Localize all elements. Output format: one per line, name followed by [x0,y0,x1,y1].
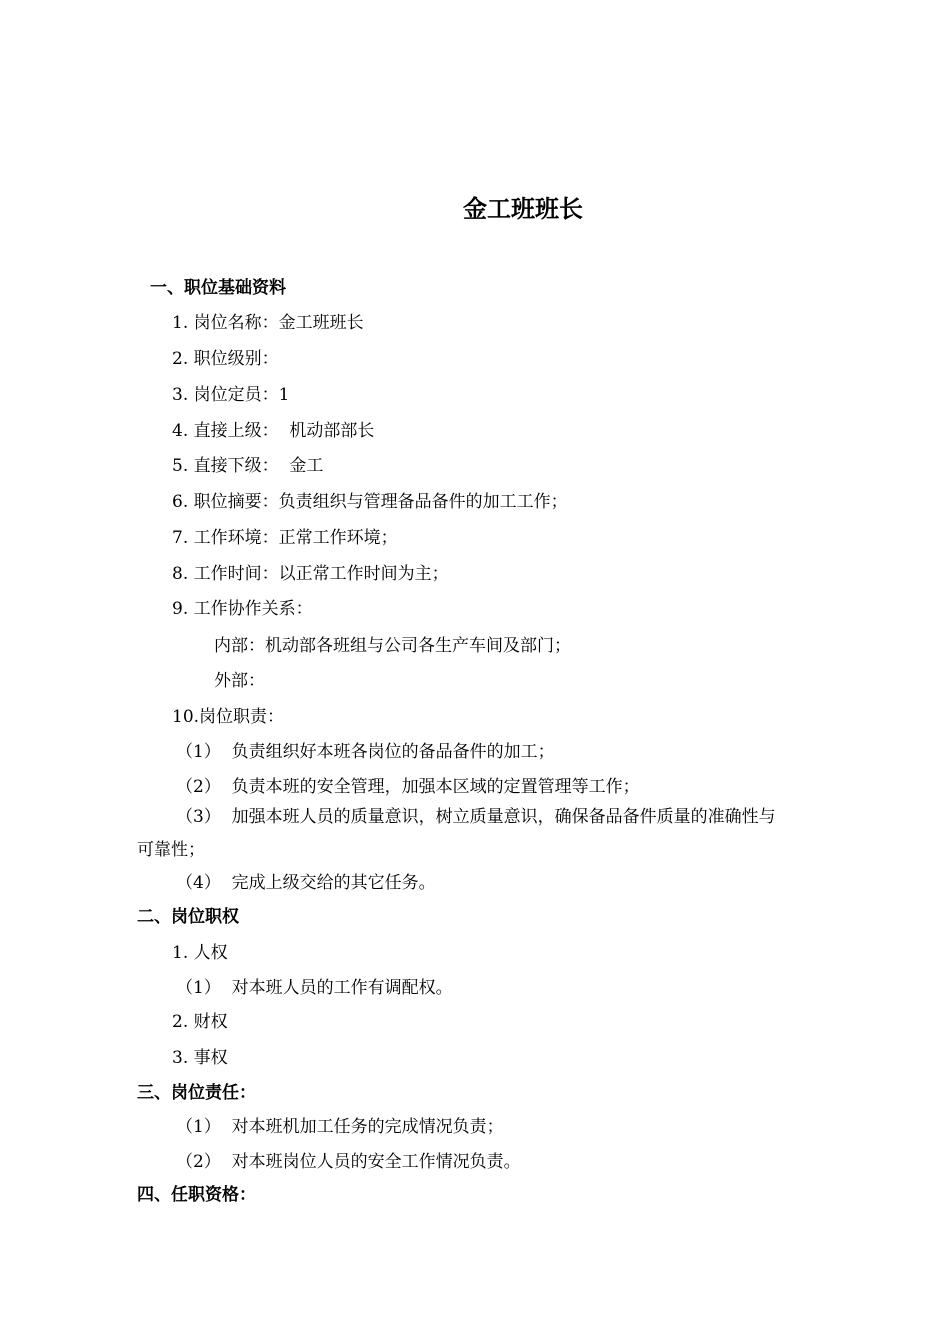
collaboration-internal: 内部：机动部各班组与公司各生产车间及部门； [214,636,571,656]
section-heading-qualifications: 四、任职资格： [137,1185,256,1205]
section-heading-responsibility: 三、岗位责任： [137,1083,256,1103]
item-direct-superior: 4. 直接上级： 机动部部长 [172,421,375,441]
item-position-level: 2. 职位级别： [172,349,279,369]
item-work-environment: 7. 工作环境：正常工作环境； [172,528,398,548]
duty-item: （3） 加强本班人员的质量意识，树立质量意识，确保备品备件质量的准确性与 [176,807,776,827]
item-position-summary: 6. 职位摘要：负责组织与管理备品备件的加工工作； [172,492,568,512]
item-financial-authority: 2. 财权 [172,1012,228,1032]
item-collaboration: 9. 工作协作关系： [172,599,313,619]
personnel-authority-detail: （1） 对本班人员的工作有调配权。 [176,978,453,998]
duty-item: （2） 负责本班的安全管理，加强本区域的定置管理等工作； [176,777,640,797]
item-personnel-authority: 1. 人权 [172,943,228,963]
item-direct-subordinate: 5. 直接下级： 金工 [172,456,324,476]
duty-item: （4） 完成上级交给的其它任务。 [176,873,436,893]
item-affairs-authority: 3. 事权 [172,1048,228,1068]
section-heading-basic-info: 一、职位基础资料 [150,278,286,298]
duty-item: （1） 负责组织好本班各岗位的备品备件的加工； [176,742,555,762]
collaboration-external: 外部： [214,671,265,691]
section-heading-authority: 二、岗位职权 [137,907,239,927]
duty-item-continuation: 可靠性； [137,840,205,860]
responsibility-item: （1） 对本班机加工任务的完成情况负责； [176,1117,504,1137]
item-duties: 10.岗位职责： [172,707,285,727]
responsibility-item: （2） 对本班岗位人员的安全工作情况负责。 [176,1152,521,1172]
document-title: 金工班班长 [463,195,583,223]
item-work-time: 8. 工作时间：以正常工作时间为主； [172,564,449,584]
item-headcount: 3. 岗位定员：1 [172,385,290,405]
item-position-name: 1. 岗位名称：金工班班长 [172,313,364,333]
